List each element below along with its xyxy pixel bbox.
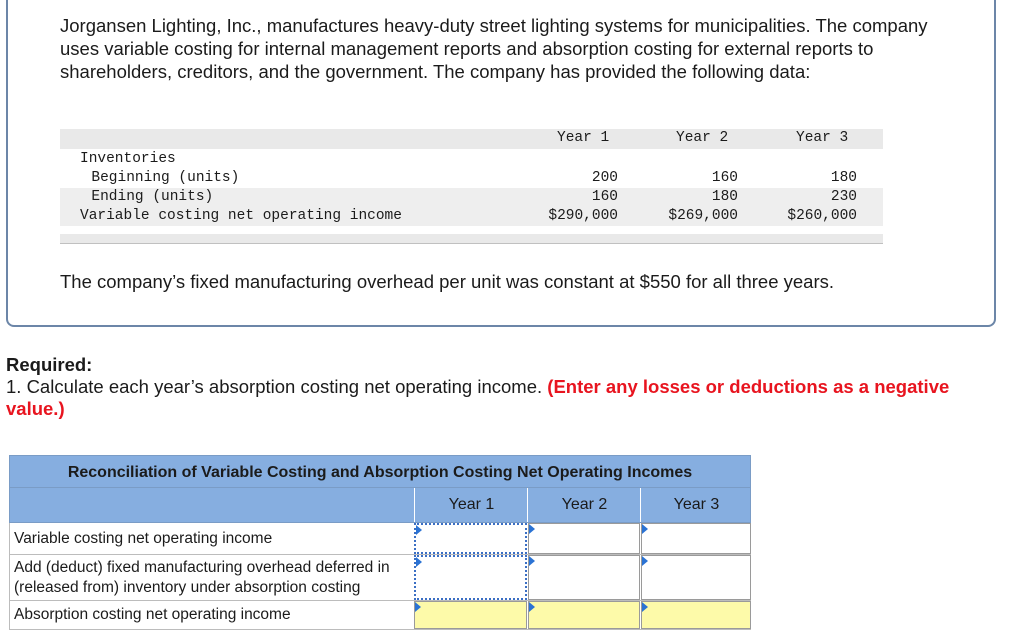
recon-col-year-2: Year 2 (527, 488, 641, 522)
data-cell: 160 (591, 189, 618, 205)
data-cell: $260,000 (787, 208, 857, 224)
data-row-inventories (60, 150, 883, 169)
recon-row-label: Variable costing net operating income (14, 530, 273, 547)
input-marker-icon (529, 524, 535, 534)
data-table (60, 129, 883, 244)
recon-col-year-1: Year 1 (414, 488, 528, 522)
input-marker-icon (642, 602, 648, 612)
data-header-year-2: Year 2 (676, 130, 729, 146)
year-1-adjustment-input[interactable] (414, 555, 527, 600)
recon-row-label: Absorption costing net operating income (14, 606, 291, 623)
problem-intro: Jorgansen Lighting, Inc., manufactures heavy-duty street lighting systems for municipalities. The company uses variable costing for internal management reports and absorption costing for external reports to shareholders, creditors, and the government. The company has provided the following data: (60, 15, 928, 82)
data-cell: $290,000 (548, 208, 618, 224)
year-2-variable-noi-input[interactable] (528, 523, 640, 554)
year-3-absorption-noi-input[interactable] (641, 601, 751, 629)
data-row-label: Ending (units) (74, 189, 214, 205)
data-cell: 200 (591, 170, 618, 186)
year-3-adjustment-input[interactable] (641, 555, 751, 600)
input-marker-icon (642, 556, 648, 566)
data-row-label: Beginning (units) (74, 170, 240, 186)
year-3-variable-noi-input[interactable] (641, 523, 751, 554)
input-marker-icon (529, 556, 535, 566)
data-cell: 230 (830, 189, 857, 205)
input-marker-icon (416, 557, 422, 567)
data-cell: 160 (711, 170, 738, 186)
recon-row-label: Add (deduct) fixed manufacturing overhead deferred in (released from) inventory under absorption costing (14, 559, 390, 596)
data-row-label: Inventories (80, 151, 176, 167)
recon-col-year-3: Year 3 (640, 488, 752, 522)
year-2-adjustment-input[interactable] (528, 555, 640, 600)
input-marker-icon (415, 602, 421, 612)
data-header-year-1: Year 1 (557, 130, 610, 146)
reconciliation-title: Reconciliation of Variable Costing and Absorption Costing Net Operating Incomes (9, 455, 751, 488)
data-table-header (60, 129, 883, 149)
data-header-year-3: Year 3 (796, 130, 849, 146)
data-cell: 180 (830, 170, 857, 186)
data-row-beginning (60, 169, 883, 188)
data-cell: $269,000 (668, 208, 738, 224)
input-marker-icon (529, 602, 535, 612)
required-instruction: (Enter any losses or deductions as a negative value.) (6, 376, 950, 419)
data-row-vc-noi (60, 207, 883, 226)
data-table-footer (60, 234, 883, 244)
recon-row-absorption-noi (9, 601, 751, 630)
year-2-absorption-noi-input[interactable] (528, 601, 640, 629)
required-text: 1. Calculate each year’s absorption costing net operating income. (6, 376, 548, 397)
required-section (6, 354, 1006, 420)
recon-row-fixed-overhead-adjustment (9, 555, 751, 601)
year-1-absorption-noi-input[interactable] (414, 601, 527, 629)
data-row-ending (60, 188, 883, 207)
recon-row-variable-noi (9, 523, 751, 555)
data-row-label: Variable costing net operating income (80, 208, 402, 224)
reconciliation-header (9, 488, 751, 523)
input-marker-icon (416, 525, 422, 535)
data-cell: 180 (711, 189, 738, 205)
input-marker-icon (642, 524, 648, 534)
required-question (6, 376, 1006, 420)
required-title: Required: (6, 354, 93, 375)
fixed-overhead-note: The company’s fixed manufacturing overhead per unit was constant at $550 for all three years. (60, 271, 835, 292)
year-1-variable-noi-input[interactable] (414, 523, 527, 554)
